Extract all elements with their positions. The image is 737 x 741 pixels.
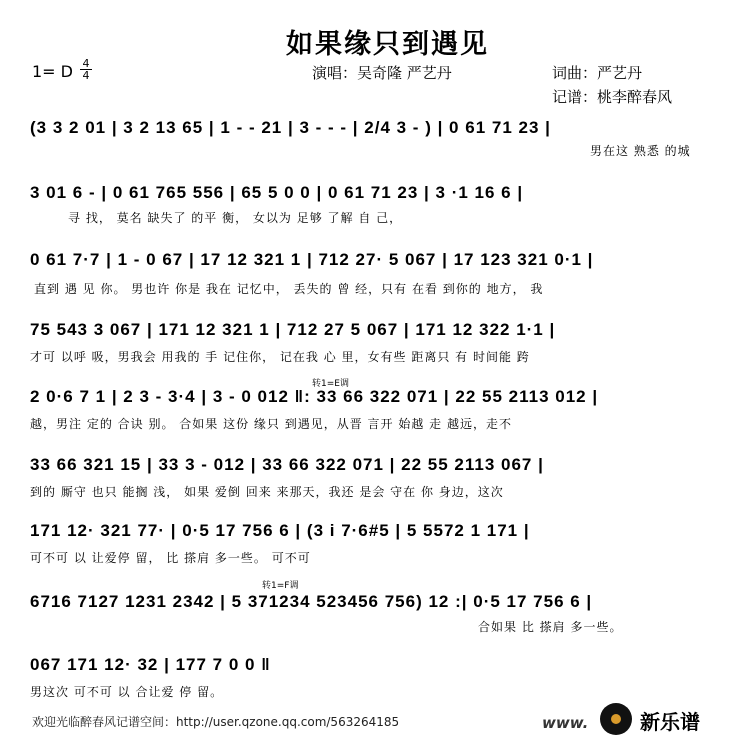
score-row-1 — [30, 118, 705, 166]
notes-row-3: 0 61 7·7 | 1 - 0 67 | 17 12 321 1 | 712 27· 5 067 | 17 123 321 0·1 | — [30, 250, 594, 269]
lyrics-row-9: 男这次 可不可 以 合让爱 停 留。 — [30, 685, 224, 699]
score-row-9 — [30, 655, 370, 703]
disc-logo-icon — [600, 703, 632, 735]
notes-row-1: (3 3 2 01 | 3 2 13 65 | 1 - - 21 | 3 - - - | 2/4 3 - ) | 0 61 71 23 | — [30, 118, 551, 137]
footer-link[interactable]: 欢迎光临醉春风记谱空间：http://user.qzone.qq.com/563264185 — [32, 715, 400, 729]
score-row-8 — [30, 592, 705, 640]
composer-credit: 词曲：严艺丹 — [552, 64, 643, 82]
time-signature — [80, 58, 92, 81]
time-signature-top: 4 — [80, 58, 92, 70]
key-change-e: 转1=E调 — [312, 379, 349, 389]
notes-row-6: 33 66 321 15 | 33 3 - 012 | 33 66 322 071 | 22 55 2113 067 | — [30, 455, 544, 474]
site-logo-text: 新乐谱 — [640, 710, 700, 734]
notes-row-5: 2 0·6 7 1 | 2 3 - 3·4 | 3 - 0 012 ‖: 33 66 322 071 | 22 55 2113 012 | — [30, 387, 599, 406]
notes-row-2: 3 01 6 - | 0 61 765 556 | 65 5 0 0 | 0 61 71 23 | 3 ·1 16 6 | — [30, 183, 524, 202]
score-row-6 — [30, 455, 705, 503]
lyrics-row-4: 才可 以呼 吸，男我会 用我的 手 记住你， 记在我 心 里，女有些 距离只 有 时间能 跨 — [30, 350, 530, 364]
notes-row-4: 75 543 3 067 | 171 12 321 1 | 712 27 5 067 | 171 12 322 1·1 | — [30, 320, 556, 339]
time-signature-bottom: 4 — [82, 69, 90, 82]
lyrics-row-3: 直到 遇 见 你。 男也许 你是 我在 记忆中， 丢失的 曾 经，只有 在看 到你的 地方， 我 — [34, 282, 544, 296]
lyrics-row-6: 到的 厮守 也只 能搁 浅， 如果 爱倒 回来 来那天，我还 是会 守在 你 身边，这次 — [30, 485, 504, 499]
singer-credit: 演唱：吴奇隆 严艺丹 — [312, 64, 452, 82]
notes-row-8: 6716 7127 1231 2342 | 5 371234 523456 756) 12 :| 0·5 17 756 6 | — [30, 592, 593, 611]
score-row-3 — [30, 250, 705, 298]
key-signature: 1= D — [32, 62, 73, 81]
lyrics-row-7: 可不可 以 让爱停 留， 比 搽肩 多一些。 可不可 — [30, 551, 311, 565]
key-change-f: 转1=F调 — [262, 581, 299, 591]
score-row-4 — [30, 320, 705, 368]
score-row-2 — [30, 183, 705, 231]
page-title: 如果缘只到遇见 — [286, 29, 489, 60]
notes-row-7: 171 12· 321 77· | 0·5 17 756 6 | (3 i 7·6#5 | 5 5572 1 171 | — [30, 521, 530, 540]
score-row-7 — [30, 521, 705, 569]
notes-row-9: 067 171 12· 32 | 177 7 0 0 ‖ — [30, 655, 271, 674]
lyrics-row-5: 越，男注 定的 合诀 别。 合如果 这份 缘只 到遇见，从晋 言开 始越 走 越远，走不 — [30, 417, 512, 431]
score-row-5 — [30, 387, 705, 435]
lyrics-row-8: 合如果 比 搽肩 多一些。 — [478, 620, 623, 634]
lyrics-row-1: 男在这 熟悉 的城 — [590, 144, 691, 158]
transcriber-credit: 记谱：桃李醉春风 — [552, 88, 673, 106]
watermark-www: www. — [542, 714, 589, 732]
lyrics-row-2: 寻 找， 莫名 缺失了 的平 衡， 女以为 足够 了解 自 己， — [68, 211, 403, 225]
